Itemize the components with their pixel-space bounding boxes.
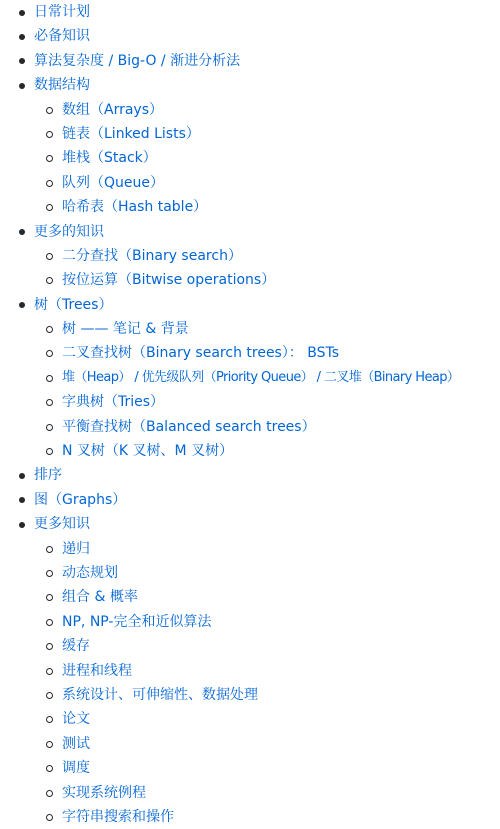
hollow-bullet-icon <box>46 790 53 797</box>
toc-link[interactable]: 树（Trees） <box>34 296 113 313</box>
toc-subitem <box>0 268 500 292</box>
toc-subitem <box>0 439 500 463</box>
toc-sublink[interactable]: 二分查找（Binary search） <box>62 247 242 264</box>
toc-sublink[interactable]: 字符串搜索和操作 <box>62 808 174 825</box>
hollow-bullet-icon <box>46 619 53 626</box>
toc-sublink[interactable]: 论文 <box>62 711 90 728</box>
toc-subitem <box>0 171 500 195</box>
filled-bullet-icon <box>19 10 25 16</box>
toc-subitem <box>0 659 500 683</box>
hollow-bullet-icon <box>46 692 53 699</box>
toc-sublink[interactable]: 数组（Arrays） <box>62 101 164 118</box>
hollow-bullet-icon <box>46 594 53 601</box>
toc-subitem <box>0 317 500 341</box>
toc-link[interactable]: 日常计划 <box>34 4 90 20</box>
hollow-bullet-icon <box>46 448 53 455</box>
hollow-bullet-icon <box>46 107 53 114</box>
toc-sublink[interactable]: 链表（Linked Lists） <box>62 125 200 142</box>
filled-bullet-icon <box>19 302 25 308</box>
toc-sublink[interactable]: 队列（Queue） <box>62 174 164 191</box>
toc-subitem <box>0 146 500 170</box>
toc-subitem <box>0 732 500 756</box>
filled-bullet-icon <box>19 34 25 40</box>
toc-sublink[interactable]: 堆（Heap） / 优先级队列（Priority Queue） / 二叉堆（Binary Heap） <box>62 369 460 385</box>
toc-item <box>0 49 500 73</box>
hollow-bullet-icon <box>46 155 53 162</box>
toc-sublink[interactable]: 哈希表（Hash table） <box>62 199 208 216</box>
toc-item <box>0 512 500 536</box>
toc-subitem <box>0 634 500 658</box>
filled-bullet-icon <box>19 473 25 479</box>
toc-subitem <box>0 781 500 805</box>
toc-subitem <box>0 756 500 780</box>
toc-item <box>0 293 500 317</box>
toc-link[interactable]: 图（Graphs） <box>34 491 127 508</box>
toc-sublink[interactable]: 递归 <box>62 540 90 557</box>
toc-subitem <box>0 341 500 365</box>
toc-sublink[interactable]: 进程和线程 <box>62 662 132 679</box>
toc-item <box>0 463 500 487</box>
toc-sublink[interactable]: 缓存 <box>62 638 90 655</box>
hollow-bullet-icon <box>46 570 53 577</box>
toc-subitem <box>0 195 500 219</box>
toc-sublink[interactable]: 动态规划 <box>62 564 118 581</box>
hollow-bullet-icon <box>46 716 53 723</box>
toc-subitem <box>0 122 500 146</box>
toc-link[interactable]: 必备知识 <box>34 28 90 45</box>
toc-link[interactable]: 数据结构 <box>34 77 90 94</box>
toc-sublink[interactable]: 组合 & 概率 <box>62 589 138 606</box>
toc-subitem <box>0 707 500 731</box>
filled-bullet-icon <box>19 83 25 89</box>
toc-sublink[interactable]: 堆栈（Stack） <box>62 150 157 167</box>
toc-subitem <box>0 366 500 390</box>
toc-sublink[interactable]: 实现系统例程 <box>62 784 146 801</box>
filled-bullet-icon <box>19 522 25 528</box>
toc-sublink[interactable]: N 叉树（K 叉树、M 叉树） <box>62 443 234 460</box>
toc-subitem <box>0 537 500 561</box>
hollow-bullet-icon <box>46 741 53 748</box>
hollow-bullet-icon <box>46 204 53 211</box>
toc-sublink[interactable]: NP, NP-完全和近似算法 <box>62 613 212 630</box>
toc-subitem <box>0 610 500 634</box>
toc-subitem <box>0 415 500 439</box>
toc-subitem <box>0 585 500 609</box>
toc-sublink[interactable]: 字典树（Tries） <box>62 394 165 411</box>
toc-sublink[interactable]: 调度 <box>62 760 90 777</box>
toc-subitem <box>0 805 500 829</box>
hollow-bullet-icon <box>46 399 53 406</box>
hollow-bullet-icon <box>46 131 53 138</box>
hollow-bullet-icon <box>46 765 53 772</box>
toc-sublink[interactable]: 按位运算（Bitwise operations） <box>62 272 276 289</box>
toc-subitem <box>0 244 500 268</box>
toc-sublink[interactable]: 平衡查找树（Balanced search trees） <box>62 418 316 435</box>
hollow-bullet-icon <box>46 180 53 187</box>
toc-item <box>0 0 500 24</box>
hollow-bullet-icon <box>46 424 53 431</box>
hollow-bullet-icon <box>46 643 53 650</box>
toc-sublink[interactable]: 树 —— 笔记 & 背景 <box>62 321 189 338</box>
toc-item <box>0 24 500 48</box>
filled-bullet-icon <box>19 58 25 64</box>
toc-subitem <box>0 390 500 414</box>
toc-link[interactable]: 算法复杂度 / Big-O / 渐进分析法 <box>34 52 241 69</box>
filled-bullet-icon <box>19 229 25 235</box>
toc-link[interactable]: 更多的知识 <box>34 223 104 240</box>
toc-subitem <box>0 683 500 707</box>
toc-sublink[interactable]: 二叉查找树（Binary search trees）： BSTs <box>62 345 340 362</box>
toc-link[interactable]: 排序 <box>34 467 62 484</box>
hollow-bullet-icon <box>46 546 53 553</box>
toc-link[interactable]: 更多知识 <box>34 516 90 533</box>
toc-sublink[interactable]: 系统设计、可伸缩性、数据处理 <box>62 686 258 703</box>
toc-sublink[interactable]: 测试 <box>62 735 90 752</box>
hollow-bullet-icon <box>46 277 53 284</box>
hollow-bullet-icon <box>46 326 53 333</box>
toc-subitem <box>0 561 500 585</box>
filled-bullet-icon <box>19 497 25 503</box>
hollow-bullet-icon <box>46 253 53 260</box>
toc-subitem <box>0 98 500 122</box>
hollow-bullet-icon <box>46 350 53 357</box>
hollow-bullet-icon <box>46 375 53 382</box>
toc-item <box>0 73 500 97</box>
hollow-bullet-icon <box>46 814 53 821</box>
toc-item <box>0 220 500 244</box>
toc-item <box>0 488 500 512</box>
hollow-bullet-icon <box>46 668 53 675</box>
